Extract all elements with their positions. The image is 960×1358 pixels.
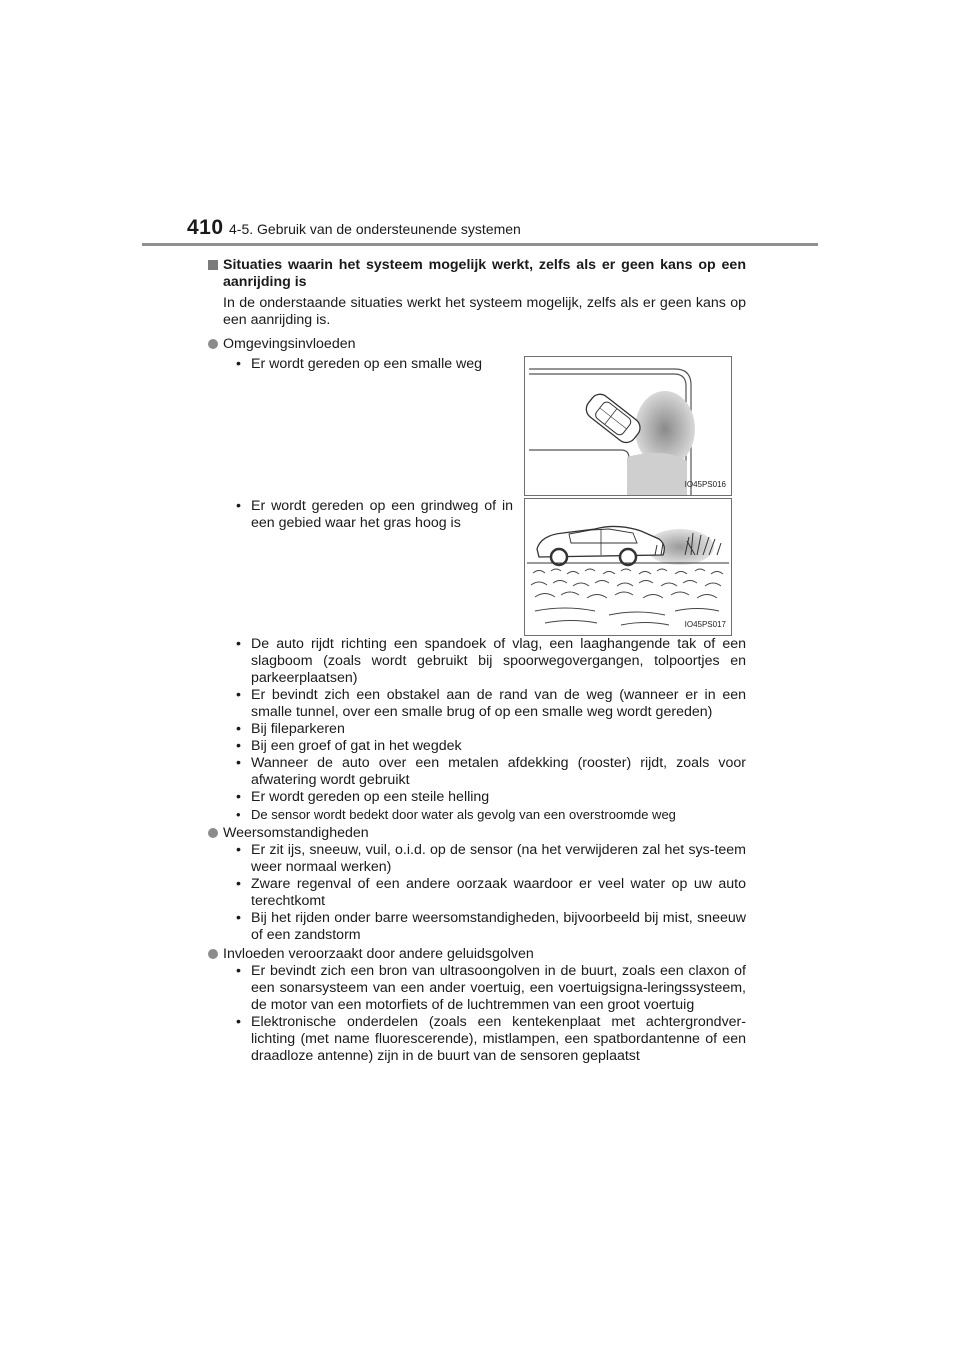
list-item-text: Er bevindt zich een bron van ultrasoongolven in de buurt, zoals een claxon of een sonarsysteem van een ander voertuig, een voertuigsigna-leringssysteem, de motor van een motorfiets of de luchtremmen van een groot voertuig [251, 963, 746, 1013]
figure-row [208, 498, 746, 631]
bullet: • [236, 356, 241, 372]
list-item [208, 910, 746, 944]
list-item-text: Elektronische onderdelen (zoals een kentekenplaat met achtergrondver-lichting (met name fluorescerende), mistlampen, een spatbordantenne of een draadloze antenne) zijn in de buurt van de sensoren geplaatst [251, 1014, 746, 1064]
figure-code: IO45PS017 [684, 620, 726, 629]
bullet-list [208, 963, 746, 1065]
list-item [208, 806, 746, 823]
section-heading [208, 257, 746, 291]
list-item [208, 356, 513, 373]
figure-code: IO45PS016 [684, 480, 726, 489]
list-item [208, 636, 746, 687]
list-item [208, 687, 746, 721]
category-heading [208, 946, 746, 963]
list-item-text: De auto rijdt richting een spandoek of vlag, een laaghangende tak of een slagboom (zoals wordt gebruikt bij spoorwegovergangen, tolpoortjes en parkeerplaatsen) [251, 636, 746, 686]
list-item [208, 789, 746, 806]
list-item-text: Er zit ijs, sneeuw, vuil, o.i.d. op de sensor (na het verwijderen zal het sys-teem weer normaal werken) [251, 842, 746, 875]
gravel-road-illustration [524, 498, 732, 636]
list-item-text: Zware regenval of een andere oorzaak waardoor er veel water op uw auto terechtkomt [251, 876, 746, 909]
category-title: Invloeden veroorzaakt door andere geluidsgolven [223, 946, 534, 962]
list-item [208, 842, 746, 876]
bullet: • [236, 687, 241, 703]
bullet: • [236, 738, 241, 754]
list-item [208, 721, 746, 738]
list-item [208, 963, 746, 1014]
list-item-text: Er bevindt zich een obstakel aan de rand van de weg (wanneer er in een smalle tunnel, over een smalle brug of op een smalle weg wordt gereden) [251, 687, 746, 720]
category-title: Weersomstandigheden [223, 825, 369, 841]
category-title: Omgevingsinvloeden [223, 336, 356, 352]
section-heading-text: Situaties waarin het systeem mogelijk werkt, zelfs als er geen kans op een aanrijding is [223, 257, 746, 290]
list-item-text: Bij fileparkeren [251, 721, 345, 737]
bullet-list [208, 842, 746, 944]
narrow-road-illustration [524, 356, 732, 496]
bullet: • [236, 963, 241, 979]
figure-row [208, 356, 746, 498]
bullet-list [208, 636, 746, 823]
list-item-text: Er wordt gereden op een steile helling [251, 789, 490, 805]
list-item-text: Er wordt gereden op een grindweg of in een gebied waar het gras hoog is [251, 498, 513, 531]
page-number: 410 [187, 216, 224, 239]
bullet: • [236, 876, 241, 892]
square-bullet-icon [208, 260, 218, 270]
list-item [208, 738, 746, 755]
category-heading [208, 336, 746, 353]
bullet: • [236, 721, 241, 737]
bullet: • [236, 842, 241, 858]
circle-bullet-icon [208, 828, 218, 838]
bullet: • [236, 807, 241, 822]
category-heading [208, 825, 746, 842]
circle-bullet-icon [208, 949, 218, 959]
header-divider [142, 243, 818, 246]
circle-bullet-icon [208, 339, 218, 349]
list-item [208, 755, 746, 789]
bullet: • [236, 789, 241, 805]
bullet: • [236, 1014, 241, 1030]
chapter-title: 4-5. Gebruik van de ondersteunende systemen [229, 221, 521, 237]
page-content [208, 257, 746, 1065]
list-item [208, 1014, 746, 1065]
list-item [208, 498, 513, 532]
section-intro: In de onderstaande situaties werkt het systeem mogelijk, zelfs als er geen kans op een aanrijding is. [223, 295, 746, 328]
bullet: • [236, 636, 241, 652]
bullet: • [236, 910, 241, 926]
gravel-road-drawing [525, 499, 731, 635]
list-item-text: De sensor wordt bedekt door water als gevolg van een overstroomde weg [251, 807, 676, 822]
bullet: • [236, 498, 241, 514]
list-item-text: Wanneer de auto over een metalen afdekking (rooster) rijdt, zoals voor afwatering wordt gebruikt [251, 755, 746, 788]
list-item-text: Bij een groef of gat in het wegdek [251, 738, 462, 754]
bullet: • [236, 755, 241, 771]
list-item-text: Er wordt gereden op een smalle weg [251, 356, 483, 372]
narrow-road-drawing [525, 357, 731, 495]
list-item [208, 876, 746, 910]
list-item-text: Bij het rijden onder barre weersomstandigheden, bijvoorbeeld bij mist, sneeuw of een zandstorm [251, 910, 746, 943]
